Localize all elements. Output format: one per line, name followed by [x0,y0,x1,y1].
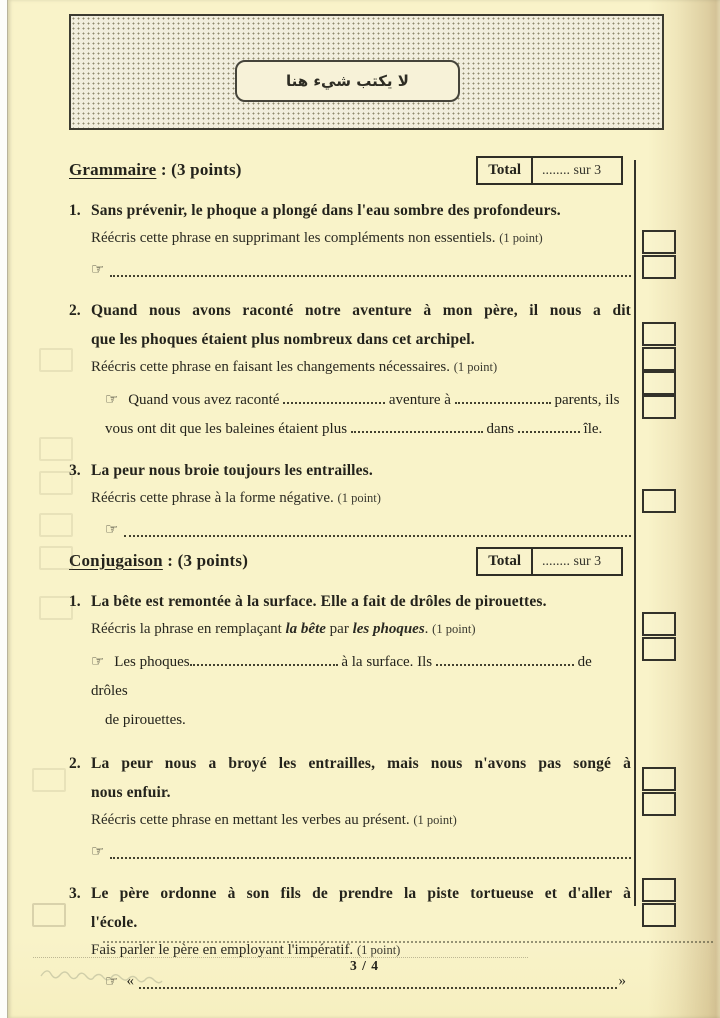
faint-handwriting-mark [38,962,178,988]
total-label: Total [478,549,533,574]
conjugaison-question-1 [69,587,631,735]
pointing-hand-icon: ☞ [105,520,119,538]
score-box [642,230,676,254]
points-note: (1 point) [453,360,498,374]
answer-blank [455,400,551,404]
answer-blank [110,275,631,277]
grammaire-title-points: : (3 points) [156,160,242,179]
replaced-phrase: la bête [285,621,326,637]
open-guillemet: « [126,973,134,989]
answer-text: vous ont dit que les baleines étaient plus [105,421,348,437]
question-number: 2. [69,302,81,319]
score-box [642,637,676,661]
grammaire-total-box [476,156,623,185]
answer-text: Quand vous avez raconté [128,392,280,408]
bleed-through-box [39,437,73,461]
pointing-hand-icon: ☞ [91,652,105,670]
exam-content [69,152,631,995]
question-number: 2. [69,755,81,772]
question-statement: Sans prévenir, le phoque a plongé dans l'eau sombre des profondeurs. [91,202,561,219]
score-box [642,767,676,791]
answer-blank [124,535,631,537]
grammaire-title-word: Grammaire [69,160,157,179]
exam-page [7,0,720,1018]
replacement-phrase: les phoques [352,621,425,637]
answer-text: parents, ils [554,392,620,408]
question-number: 1. [69,593,81,610]
do-not-write-label: لا يكتب شيء هنا [286,72,409,90]
question-instruction: Fais parler le père en employant l'impératif. (1 point) [91,942,401,958]
answer-text: aventure à [388,392,451,408]
question-statement-line1: La peur nous a broyé les entrailles, mais nous n'avons pas songé à [91,755,631,772]
question-statement: La bête est remontée à la surface. Elle a fait de drôles de pirouettes. [91,593,547,610]
score-box [642,255,676,279]
page-number: 3 / 4 [349,958,379,973]
bleed-through-box [32,768,66,792]
conjugaison-total-box [476,547,623,576]
question-statement-line2: que les phoques étaient plus nombreux dans cet archipel. [91,331,475,348]
grammaire-question-1 [69,196,631,283]
grammaire-header [69,152,631,188]
close-guillemet: » [618,973,626,989]
score-box [642,792,676,816]
question-number: 3. [69,885,81,902]
points-note: (1 point) [499,231,543,245]
score-box [642,903,676,927]
answer-blank [436,662,574,666]
conjugaison-question-2 [69,749,631,865]
answer-text: île. [583,421,603,437]
question-instruction: Réécris cette phrase en supprimant les compléments non essentiels. (1 point) [91,230,543,246]
answer-text: à la surface. Ils [341,654,433,670]
conjugaison-title-word: Conjugaison [69,551,163,570]
score-box [642,395,676,419]
bleed-through-box [32,903,66,927]
answer-line [105,516,631,543]
total-score-field: ........ sur 3 [542,162,602,178]
answer-blank [139,987,617,989]
bleed-through-box [39,596,73,620]
answer-blank [518,429,580,433]
answer-text: de pirouettes. [105,712,186,728]
question-statement-line2: nous enfuir. [91,784,171,801]
question-statement-line1: Quand nous avons raconté notre aventure à mon père, il nous a dit [91,302,631,319]
answer-line [105,385,631,444]
margin-rule [634,160,636,906]
score-box [642,371,676,395]
answer-blank [283,400,385,404]
answer-line [91,647,631,735]
points-note: (1 point) [337,491,381,505]
bleed-through-box [39,348,73,372]
total-score-field: ........ sur 3 [542,553,602,569]
answer-text: de drôles [91,654,592,699]
do-not-write-box [235,60,460,102]
answer-text: dans [486,421,515,437]
bleed-through-box [39,513,73,537]
question-instruction: Réécris la phrase en remplaçant la bête par les phoques. (1 point) [91,621,476,637]
question-instruction: Réécris cette phrase à la forme négative. (1 point) [91,490,381,506]
answer-line [91,838,631,865]
question-statement: La peur nous broie toujours les entrailles. [91,462,373,479]
bleed-through-box [39,546,73,570]
score-box [642,347,676,371]
answer-blank [351,429,483,433]
grammaire-question-2 [69,296,631,444]
total-label: Total [478,158,533,183]
answer-line [91,256,631,283]
grammaire-question-3 [69,456,631,543]
question-number: 1. [69,202,81,219]
pointing-hand-icon: ☞ [91,842,105,860]
answer-blank [190,662,338,666]
score-box [642,612,676,636]
grammaire-title [69,160,242,180]
score-box [642,322,676,346]
answer-text: Les phoques [114,654,190,670]
footer-dotted-rule [103,941,713,943]
bleed-through-box [39,471,73,495]
score-box [642,489,676,513]
question-statement-line2: l'école. [91,914,138,931]
question-instruction: Réécris cette phrase en mettant les verbes au présent. (1 point) [91,812,457,828]
conjugaison-header [69,543,631,579]
question-instruction: Réécris cette phrase en faisant les changements nécessaires. (1 point) [91,359,498,375]
question-number: 3. [69,462,81,479]
points-note: (1 point) [432,622,476,636]
points-note: (1 point) [413,813,457,827]
score-box [642,878,676,902]
points-note: (1 point) [356,943,401,957]
conjugaison-title [69,551,248,571]
question-statement-line1: Le père ordonne à son fils de prendre la piste tortueuse et d'aller à [91,885,631,902]
pointing-hand-icon: ☞ [91,260,105,278]
do-not-write-zone [69,14,664,130]
pointing-hand-icon: ☞ [105,972,119,990]
answer-blank [110,857,631,859]
pointing-hand-icon: ☞ [105,390,119,408]
conjugaison-title-points: : (3 points) [162,551,249,570]
